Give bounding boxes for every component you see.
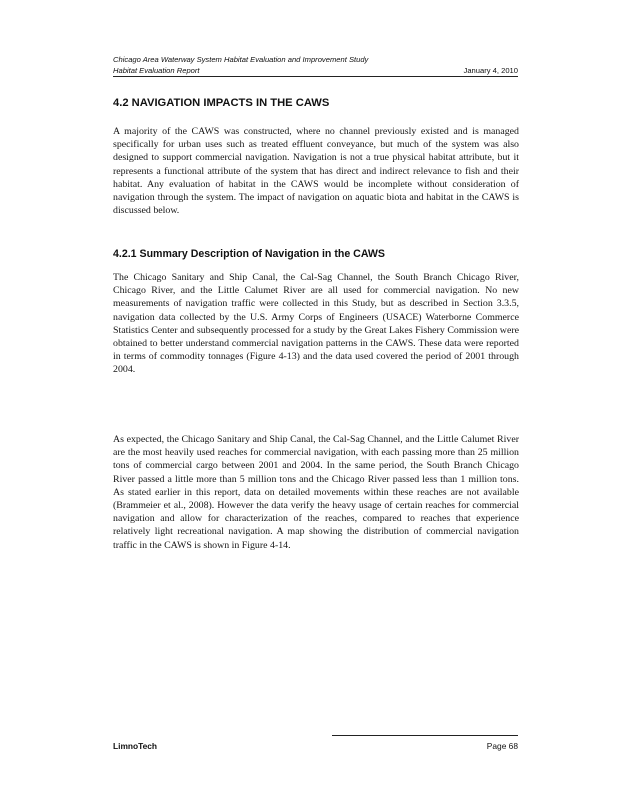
summary-paragraph-2: As expected, the Chicago Sanitary and Ship Canal, the Cal-Sag Channel, and the Little Calumet River are the most heavily used reaches for commercial navigation, with each passing more than 25 million tons of commercial cargo between 2001 and 2004. In the same period, the South Branch Chicago River passed a little more than 5 million tons and the Chicago River passed less than 1 million tons. As stated earlier in this report, data on detailed movements within these reaches are not available (Brammeier et al., 2008). However the data verify the heavy usage of certain reaches for commercial navigation and allow for characterization of the reaches, compared to reaches that experience relatively light recreational navigation. A map showing the distribution of commercial navigation traffic in the CAWS is shown in Figure 4-14. (113, 434, 519, 551)
intro-paragraph: A majority of the CAWS was constructed, where no channel previously existed and is managed specifically for urban uses such as treated effluent conveyance, but much of the system was also designed to support commercial navigation. Navigation is not a true physical habitat attribute, but it represents a functional attribute of the system that has direct and indirect relevance to fish and their habitat. Any evaluation of habitat in the CAWS would be incomplete without consideration of navigation through the system. The impact of navigation on aquatic biota and habitat in the CAWS is discussed below. (113, 126, 519, 217)
page-number: Page 68 (486, 741, 518, 751)
report-date: January 4, 2010 (463, 66, 518, 75)
footer-company: LimnoTech (113, 741, 158, 751)
section-heading: 4.2 NAVIGATION IMPACTS IN THE CAWS (113, 97, 330, 109)
footer-rule (332, 735, 518, 736)
report-title: Chicago Area Waterway System Habitat Evaluation and Improvement Study (113, 55, 369, 64)
header-second-line (113, 65, 518, 76)
running-header (113, 54, 518, 76)
header-rule (113, 76, 518, 77)
summary-paragraph-1: The Chicago Sanitary and Ship Canal, the Cal-Sag Channel, the South Branch Chicago River, Chicago River, and the Little Calumet River are all used for commercial navigation. No new measurements of navigation traffic were collected in this Study, but as described in Section 3.3.5, navigation data collected by the U.S. Army Corps of Engineers (USACE) Waterborne Commerce Statistics Center and subsequently processed for a study by the Great Lakes Fishery Commission were obtained to better understand commercial navigation patterns in the CAWS. These data were reported in terms of commodity tonnages (Figure 4-13) and the data used covered the period of 2001 through 2004. (113, 272, 519, 376)
subsection-heading: 4.2.1 Summary Description of Navigation in the CAWS (113, 248, 385, 260)
report-subtitle: Habitat Evaluation Report (113, 66, 200, 75)
